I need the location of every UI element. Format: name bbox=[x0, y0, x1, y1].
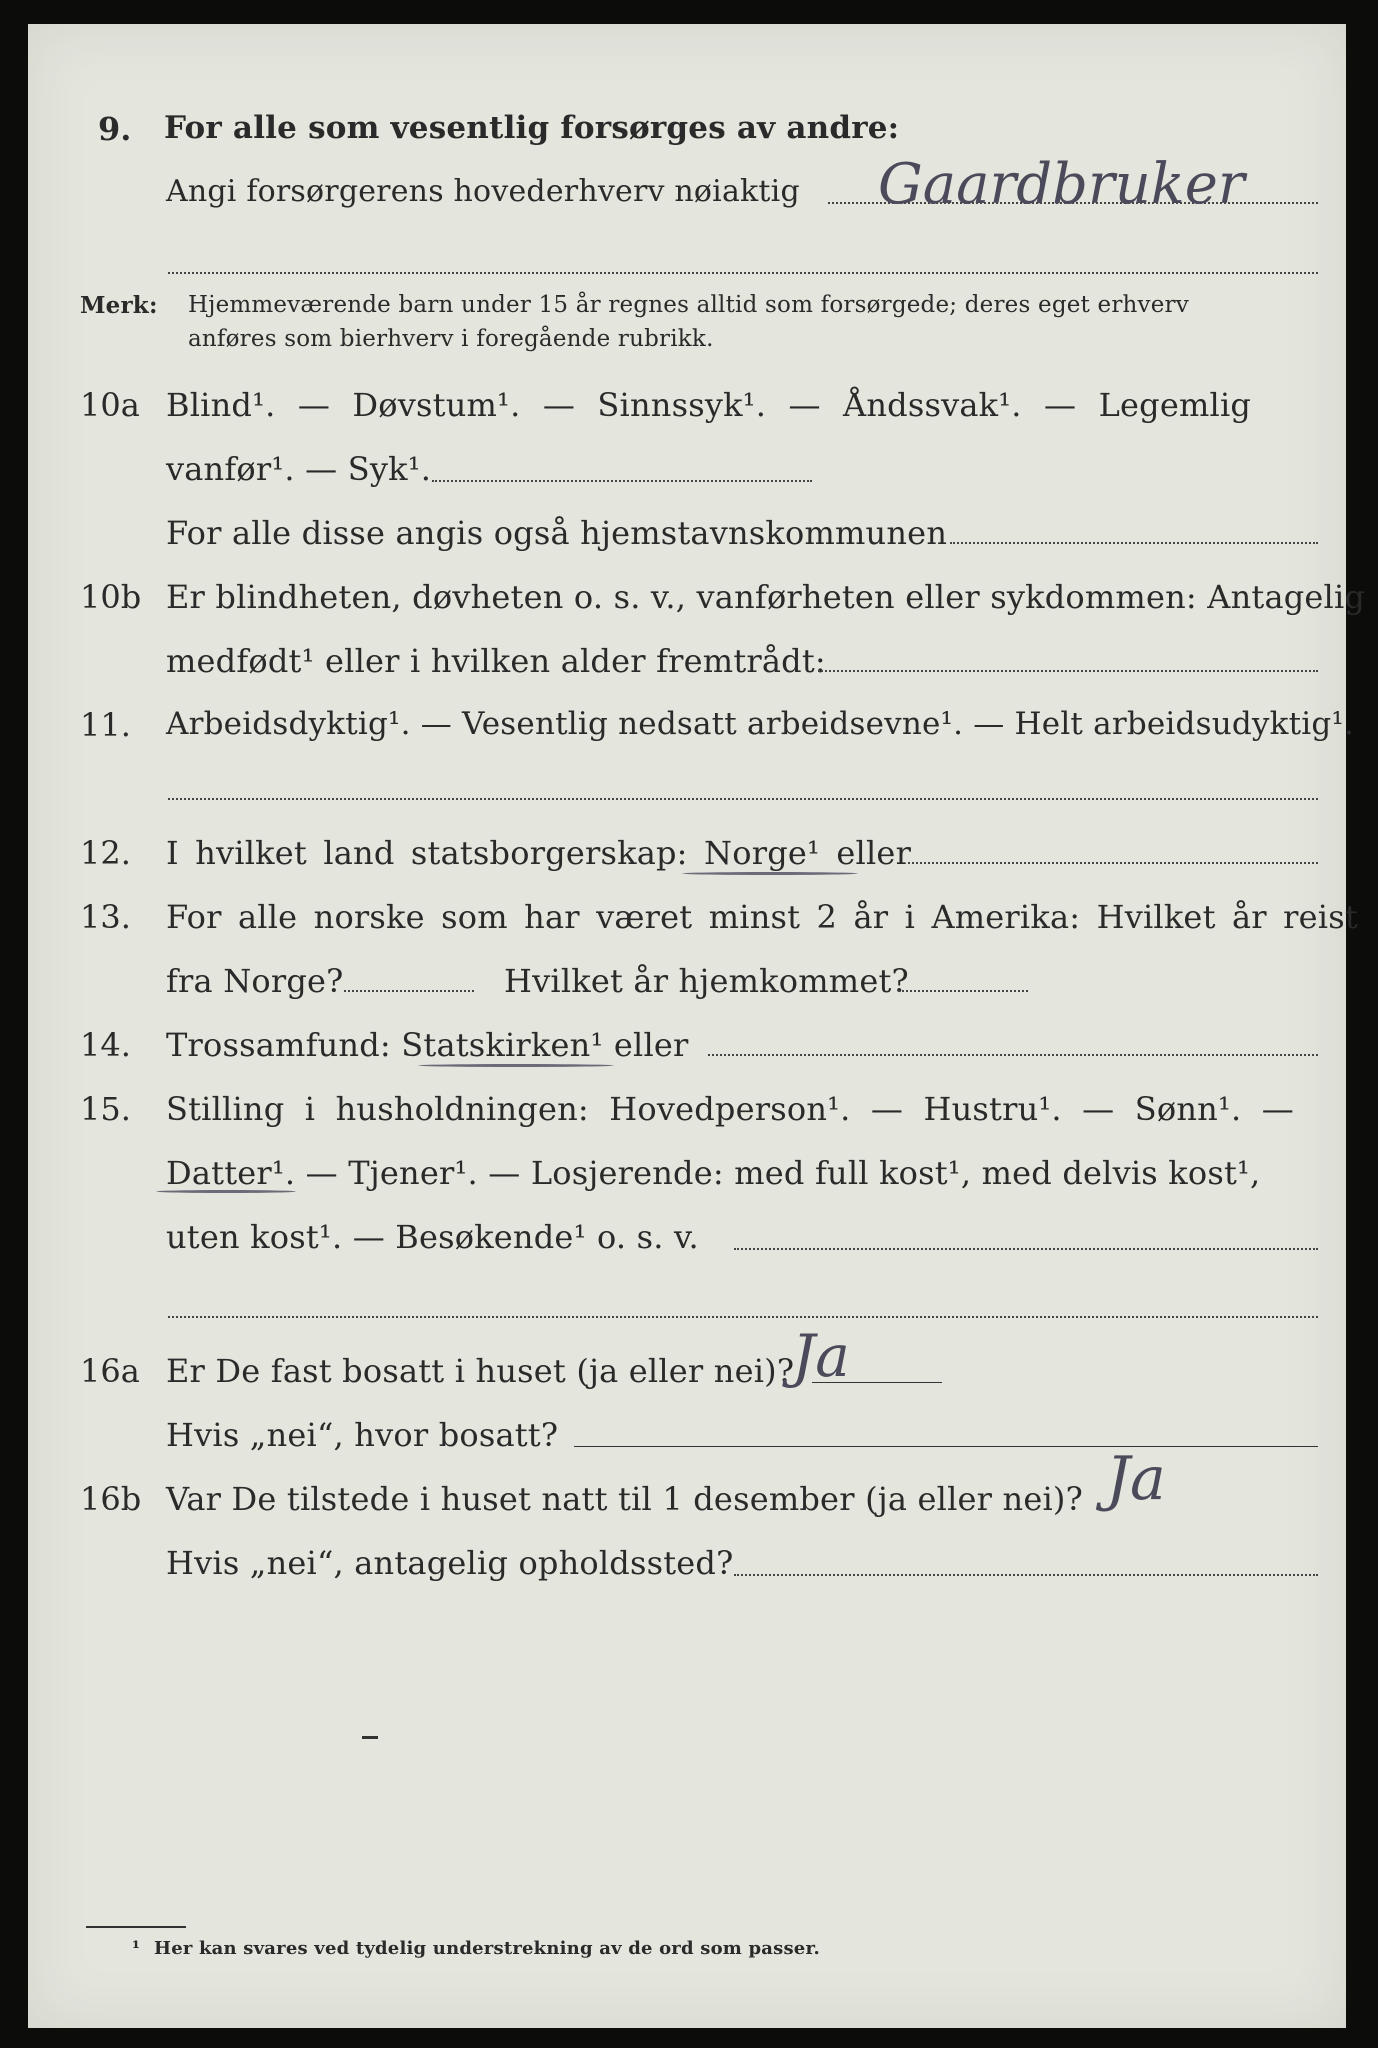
q14-statskirken-underline bbox=[418, 1064, 614, 1067]
q12-norge-underline bbox=[682, 872, 858, 875]
stray-ink-mark bbox=[362, 1736, 378, 1739]
q15-line2: Datter¹. — Tjener¹. — Losjerende: med full kost¹, med delvis kost¹, bbox=[166, 1154, 1261, 1192]
q14-answer-line bbox=[708, 1054, 1318, 1056]
q11-answer-line bbox=[168, 798, 1318, 800]
q16a-line2: Hvis „nei“, hvor bosatt? bbox=[166, 1416, 559, 1454]
q16b-number: 16b bbox=[80, 1480, 142, 1518]
q16a-number: 16a bbox=[80, 1352, 140, 1390]
q11-line1: Arbeidsdyktig¹. — Vesentlig nedsatt arbeidsevne¹. — Helt arbeidsudyktig¹. bbox=[166, 706, 1355, 742]
q12-number: 12. bbox=[80, 834, 131, 872]
q16a-bosatt-line bbox=[574, 1446, 1318, 1447]
q10a-number: 10a bbox=[80, 386, 140, 424]
q16a-line1: Er De fast bosatt i huset (ja eller nei)? bbox=[166, 1352, 795, 1390]
q13-line1: For alle norske som har været minst 2 år i Amerika: Hvilket år reist bbox=[166, 898, 1358, 936]
q13-number: 13. bbox=[80, 898, 131, 936]
q15-line1: Stilling i husholdningen: Hovedperson¹. — Hustru¹. — Sønn¹. — bbox=[166, 1090, 1294, 1128]
q9-handwritten-answer: Gaardbruker bbox=[878, 152, 1245, 217]
q12-answer-line bbox=[908, 862, 1318, 864]
census-form-page bbox=[28, 24, 1366, 2028]
q13-hjemkommet-line bbox=[898, 990, 1028, 992]
q16a-answer-line bbox=[812, 1382, 942, 1383]
q13-line2b: Hvilket år hjemkommet? bbox=[504, 962, 909, 1000]
merk-line1: Hjemmeværende barn under 15 år regnes alltid som forsørgede; deres eget erhverv bbox=[188, 292, 1189, 318]
q9-number: 9. bbox=[98, 110, 132, 148]
q9-line1: For alle som vesentlig forsørges av andre: bbox=[164, 110, 900, 146]
q10a-line1: Blind¹. — Døvstum¹. — Sinnssyk¹. — Åndssvak¹. — Legemlig bbox=[166, 386, 1252, 424]
q13-line2a: fra Norge? bbox=[166, 962, 344, 1000]
q10a-line3: For alle disse angis også hjemstavnskommunen bbox=[166, 514, 948, 552]
q13-reist-line bbox=[344, 990, 474, 992]
q16b-line1: Var De tilstede i huset natt til 1 desember (ja eller nei)? bbox=[166, 1480, 1083, 1518]
q10a-line2: vanfør¹. — Syk¹. bbox=[166, 450, 432, 488]
q16b-handwritten-answer: Ja bbox=[1106, 1444, 1166, 1514]
q15-datter-underline bbox=[156, 1190, 296, 1193]
q9-extra-line bbox=[168, 272, 1318, 274]
footnote-rule bbox=[86, 1926, 186, 1928]
q9-line2: Angi forsørgerens hovederhverv nøiaktig bbox=[166, 174, 800, 209]
q14-line1: Trossamfund: Statskirken¹ eller bbox=[166, 1026, 689, 1064]
footnote-text: Her kan svares ved tydelig understrekning av de ord som passer. bbox=[154, 1938, 820, 1959]
q16a-handwritten-answer: Ja bbox=[792, 1322, 850, 1390]
q15-extra-line bbox=[168, 1316, 1318, 1318]
q14-number: 14. bbox=[80, 1026, 131, 1064]
q10b-line2: medfødt¹ eller i hvilken alder fremtrådt: bbox=[166, 642, 826, 680]
footnote-mark: ¹ bbox=[132, 1938, 141, 1959]
q10b-answer-line bbox=[818, 670, 1318, 672]
q10a-syk-line bbox=[432, 480, 812, 482]
q10b-line1: Er blindheten, døvheten o. s. v., vanførheten eller sykdommen: Antagelig bbox=[166, 578, 1366, 616]
q15-line3: uten kost¹. — Besøkende¹ o. s. v. bbox=[166, 1218, 699, 1256]
q15-answer-line bbox=[734, 1248, 1318, 1250]
q10a-kommune-line bbox=[950, 542, 1318, 544]
merk-label: Merk: bbox=[80, 292, 158, 319]
q12-line1: I hvilket land statsborgerskap: Norge¹ eller bbox=[166, 834, 912, 872]
q15-number: 15. bbox=[80, 1090, 131, 1128]
merk-line2: anføres som bierhverv i foregående rubrikk. bbox=[188, 326, 714, 352]
q11-number: 11. bbox=[80, 706, 131, 744]
q16b-line2: Hvis „nei“, antagelig opholdssted? bbox=[166, 1544, 734, 1582]
q10b-number: 10b bbox=[80, 578, 142, 616]
q16b-opholdssted-line bbox=[734, 1574, 1318, 1576]
